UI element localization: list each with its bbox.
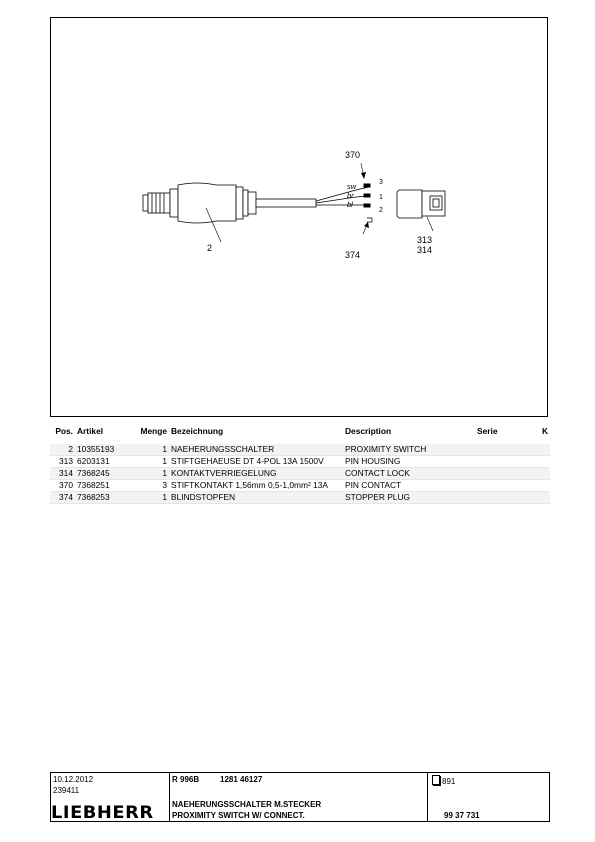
col-header-bezeichnung: Bezeichnung [171,426,224,436]
machine-model: R 996B [172,775,200,784]
title-block-right [428,773,549,821]
pin-label-3: 3 [379,179,383,186]
wire-label-br: br [347,191,354,200]
proximity-switch-body [143,183,316,223]
parts-list-table [50,426,550,504]
cell-bezeichnung: NAEHERUNGSSCHALTER [169,444,343,456]
page-icon [432,775,440,785]
cell-bezeichnung: STIFTKONTAKT 1,56mm 0,5-1,0mm² 13A [169,480,343,492]
cell-pos: 370 [50,480,75,492]
print-date: 10.12.2012 [53,775,94,784]
liebherr-logo: LIEBHERR [51,803,154,823]
col-header-description: Description [345,426,392,436]
cell-menge: 3 [121,480,169,492]
cell-menge: 1 [121,456,169,468]
cell-menge: 1 [121,468,169,480]
cell-pos: 374 [50,492,75,504]
page-reference [432,775,455,786]
cell-menge: 1 [121,444,169,456]
col-header-menge: Menge [140,426,167,436]
wire-leads [316,187,369,205]
callout-374: 374 [345,250,361,260]
cell-pos: 313 [50,456,75,468]
cell-serie [475,480,537,492]
cell-artikel: 7368251 [75,480,121,492]
cell-menge: 1 [121,492,169,504]
table-row [50,492,550,504]
cell-description: STOPPER PLUG [343,492,475,504]
page-number: 891 [442,777,456,786]
table-row [50,468,550,480]
cell-serie [475,492,537,504]
cell-description: PIN HOUSING [343,456,475,468]
title-english: PROXIMITY SWITCH W/ CONNECT. [172,811,305,820]
pin-contacts [364,184,370,207]
connector-housing [397,190,445,218]
cell-k [537,480,550,492]
table-row [50,456,550,468]
cell-pos: 2 [50,444,75,456]
cell-k [537,492,550,504]
table-header-row [50,426,550,444]
assembly-group: 1281 46127 [220,775,263,784]
cell-k [537,456,550,468]
exploded-view-drawing [51,18,549,418]
cell-bezeichnung: STIFTGEHAEUSE DT 4-POL 13A 1500V [169,456,343,468]
cell-description: CONTACT LOCK [343,468,475,480]
cell-artikel: 6203131 [75,456,121,468]
table-row [50,480,550,492]
col-header-artikel: Artikel [77,426,104,436]
cell-bezeichnung: BLINDSTOPFEN [169,492,343,504]
cell-description: PIN CONTACT [343,480,475,492]
stopper-plug [367,218,372,222]
document-id: 239411 [53,786,80,795]
col-header-serie: Serie [477,426,498,436]
callout-313: 313 [417,235,433,245]
callout-314: 314 [417,245,433,255]
title-block-center [170,773,428,821]
callout-370: 370 [345,150,361,160]
cell-artikel: 10355193 [75,444,121,456]
cell-bezeichnung: KONTAKTVERRIEGELUNG [169,468,343,480]
cell-description: PROXIMITY SWITCH [343,444,475,456]
leader-arrows [361,172,369,228]
title-block-left [51,773,170,821]
part-number: 99 37 731 [444,811,480,820]
col-header-k: K [541,426,548,436]
cell-artikel: 7368245 [75,468,121,480]
cell-serie [475,468,537,480]
col-header-pos: Pos. [55,426,73,436]
cell-pos: 314 [50,468,75,480]
cell-k [537,444,550,456]
title-block [50,772,550,822]
wire-label-bl: bl [347,200,353,209]
cell-serie [475,444,537,456]
pin-label-1: 1 [379,194,383,201]
callout-2: 2 [207,243,213,253]
drawing-frame [50,17,548,417]
title-german: NAEHERUNGSSCHALTER M.STECKER [172,800,322,809]
table-row [50,444,550,456]
pin-label-2: 2 [379,207,383,214]
cell-artikel: 7368253 [75,492,121,504]
cell-k [537,468,550,480]
cell-serie [475,456,537,468]
pin-number-labels [379,179,383,214]
wire-label-sw: sw [347,182,357,191]
